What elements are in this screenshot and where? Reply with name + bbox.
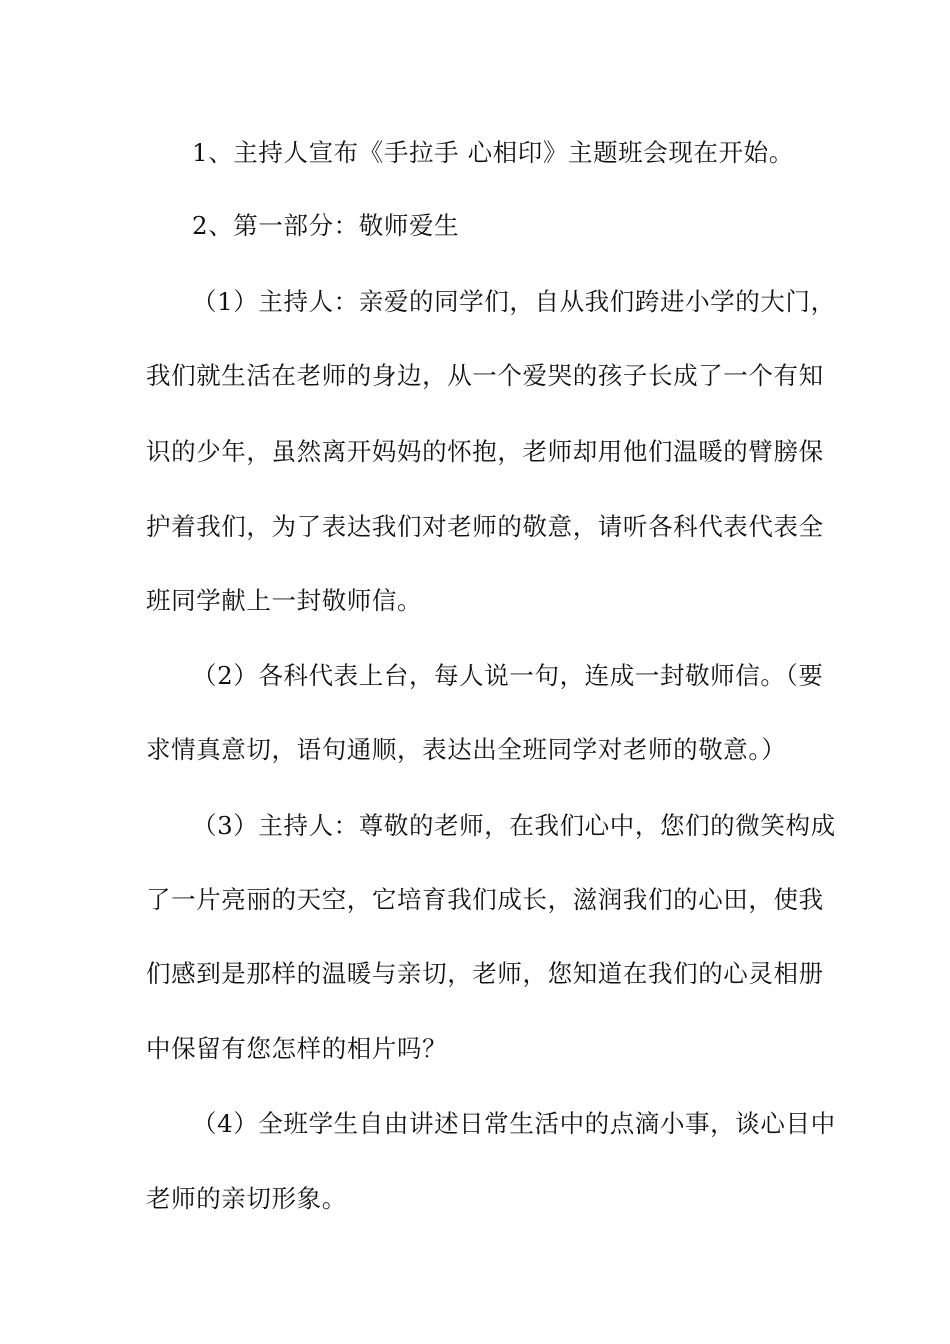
paragraph-3-line-2: 我们就生活在老师的身边，从一个爱哭的孩子长成了一个有知 (146, 361, 824, 390)
paragraph-3-line-4: 护着我们，为了表达我们对老师的敬意，请听各科代表代表全 (146, 512, 824, 541)
paragraph-5-line-1: （3）主持人：尊敬的老师，在我们心中，您们的微笑构成 (192, 811, 836, 840)
paragraph-4-line-2: 求情真意切，语句通顺，表达出全班同学对老师的敬意。） (146, 735, 787, 764)
paragraph-5-line-2: 了一片亮丽的天空，它培育我们成长，滋润我们的心田，使我 (146, 885, 824, 914)
paragraph-6-line-1: （4）全班学生自由讲述日常生活中的点滴小事，谈心目中 (192, 1109, 836, 1138)
paragraph-5-line-3: 们感到是那样的温暖与亲切，老师，您知道在我们的心灵相册 (146, 959, 824, 988)
paragraph-5-line-4: 中保留有您怎样的相片吗？ (146, 1034, 448, 1063)
paragraph-6-line-2: 老师的亲切形象。 (146, 1184, 347, 1213)
paragraph-2-line-1: 2、第一部分：敬师爱生 (192, 211, 460, 240)
paragraph-3-line-3: 识的少年，虽然离开妈妈的怀抱，老师却用他们温暖的臂膀保 (146, 437, 824, 466)
paragraph-1-line-1: 1、主持人宣布《手拉手 心相印》主题班会现在开始。 (192, 138, 794, 167)
paragraph-4-line-1: （2）各科代表上台，每人说一句，连成一封敬师信。（要 (192, 661, 824, 690)
paragraph-3-line-1: （1）主持人：亲爱的同学们，自从我们跨进小学的大门， (192, 287, 836, 316)
paragraph-3-line-5: 班同学献上一封敬师信。 (146, 586, 423, 615)
